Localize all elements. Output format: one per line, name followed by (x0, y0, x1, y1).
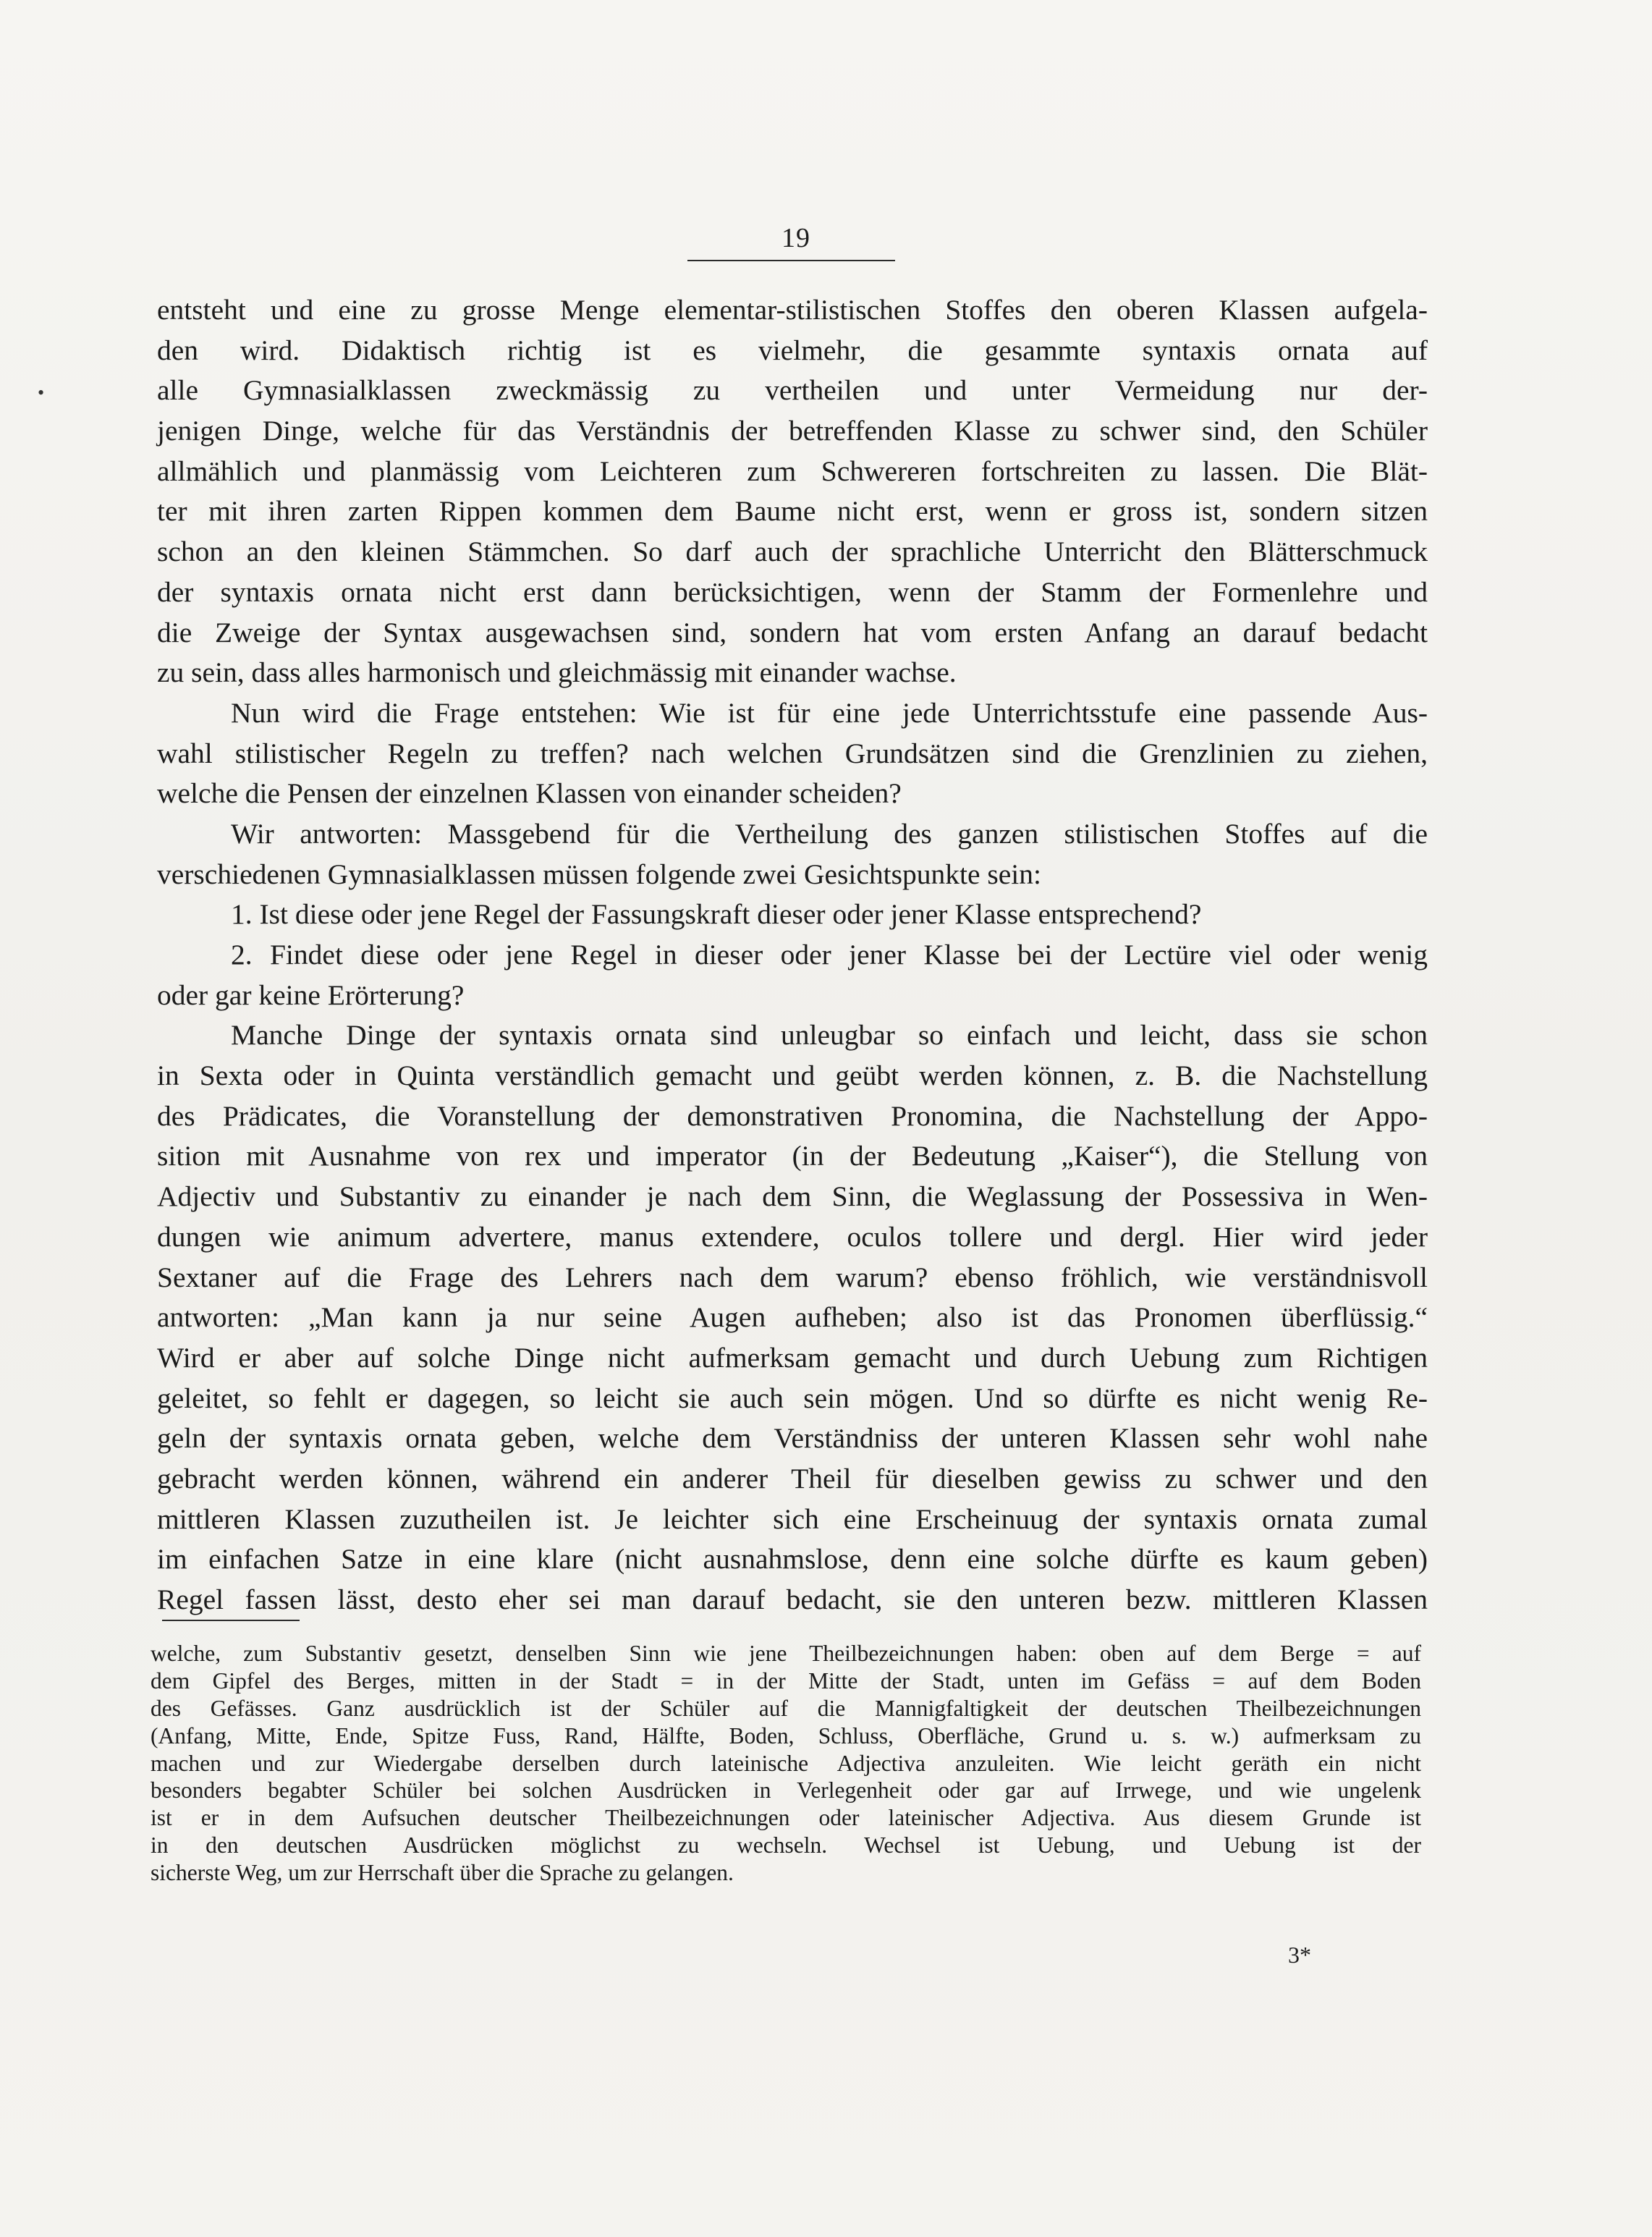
body-line: Sextaner auf die Frage des Lehrers nach dem warum? ebenso fröhlich, wie verständnisvoll (157, 1261, 1428, 1293)
body-line: geln der syntaxis ornata geben, welche dem Verständniss der unteren Klassen sehr wohl nahe (157, 1422, 1428, 1455)
signature-mark: 3* (1288, 1942, 1311, 1968)
body-line: die Zweige der Syntax ausgewachsen sind, sondern hat vom ersten Anfang an darauf bedacht (157, 616, 1428, 648)
body-line: der syntaxis ornata nicht erst dann berücksichtigen, wenn der Stamm der Formenlehre und (157, 575, 1428, 608)
body-line: ter mit ihren zarten Rippen kommen dem Baume nicht erst, wenn er gross ist, sondern sitzen (157, 495, 1428, 528)
body-line: antworten: „Man kann ja nur seine Augen aufheben; also ist das Pronomen überflüssig.“ (157, 1301, 1428, 1334)
body-line: verschiedenen Gymnasialklassen müssen folgende zwei Gesichtspunkte sein: (157, 858, 1041, 890)
body-line: Wird er aber auf solche Dinge nicht aufmerksam gemacht und durch Uebung zum Richtigen (157, 1341, 1428, 1374)
body-line: wahl stilistischer Regeln zu treffen? nach welchen Grundsätzen sind die Grenzlinien zu ziehen, (157, 737, 1428, 769)
footnote-line: besonders begabter Schüler bei solchen Ausdrücken in Verlegenheit oder gar auf Irrwege, und wie ungelenk (151, 1777, 1421, 1803)
body-line: jenigen Dinge, welche für das Verständnis der betreffenden Klasse zu schwer sind, den Schüler (157, 415, 1428, 447)
footnote-line: machen und zur Wiedergabe derselben durch lateinische Adjectiva anzuleiten. Wie leicht geräth ein nicht (151, 1750, 1421, 1776)
body-line: oder gar keine Erörterung? (157, 978, 465, 1011)
body-line: Adjectiv und Substantiv zu einander je nach dem Sinn, die Weglassung der Possessiva in Wen- (157, 1180, 1428, 1213)
footnote-line: des Gefässes. Ganz ausdrücklich ist der Schüler auf die Mannigfaltigkeit der deutschen Theilbezeichnungen (151, 1695, 1421, 1721)
body-line: gebracht werden können, während ein anderer Theil für dieselben gewiss zu schwer und den (157, 1462, 1428, 1494)
body-line: entsteht und eine zu grosse Menge elementar-stilistischen Stoffes den oberen Klassen aufgela- (157, 294, 1428, 326)
body-line: Manche Dinge der syntaxis ornata sind unleugbar so einfach und leicht, dass sie schon (231, 1019, 1428, 1052)
body-line: sition mit Ausnahme von rex und imperator (in der Bedeutung „Kaiser“), die Stellung von (157, 1140, 1428, 1172)
header-rule (687, 260, 895, 261)
body-line: 1. Ist diese oder jene Regel der Fassungskraft dieser oder jener Klasse entsprechend? (231, 898, 1202, 931)
footnote-line: welche, zum Substantiv gesetzt, denselben Sinn wie jene Theilbezeichnungen haben: oben auf dem Berge = auf (151, 1641, 1421, 1666)
footnote-rule (162, 1620, 300, 1621)
footnote-line: sicherste Weg, um zur Herrschaft über die Sprache zu gelangen. (151, 1860, 734, 1886)
body-line: alle Gymnasialklassen zweckmässig zu vertheilen und unter Vermeidung nur der- (157, 374, 1428, 407)
body-line: dungen wie animum advertere, manus extendere, oculos tollere und dergl. Hier wird jeder (157, 1220, 1428, 1253)
footnote-line: ist er in dem Aufsuchen deutscher Theilbezeichnungen oder lateinischer Adjectiva. Aus diesem Grunde ist (151, 1805, 1421, 1831)
body-line: Nun wird die Frage entstehen: Wie ist für eine jede Unterrichtsstufe eine passende Aus- (231, 696, 1428, 729)
body-line: 2. Findet diese oder jene Regel in dieser oder jener Klasse bei der Lectüre viel oder wenig (231, 939, 1428, 971)
margin-mark: • (38, 382, 45, 403)
body-line: Wir antworten: Massgebend für die Vertheilung des ganzen stilistischen Stoffes auf die (231, 817, 1428, 850)
body-line: mittleren Klassen zuzutheilen ist. Je leichter sich eine Erscheinuug der syntaxis ornata zumal (157, 1502, 1428, 1535)
page-number: 19 (781, 223, 810, 253)
body-text (157, 290, 1428, 1620)
footnote (151, 1640, 1421, 1887)
body-line: im einfachen Satze in eine klare (nicht ausnahmslose, denn eine solche dürfte es kaum geben) (157, 1543, 1428, 1576)
body-line: welche die Pensen der einzelnen Klassen von einander scheiden? (157, 777, 902, 810)
body-line: den wird. Didaktisch richtig ist es vielmehr, die gesammte syntaxis ornata auf (157, 334, 1428, 366)
body-line: zu sein, dass alles harmonisch und gleichmässig mit einander wachse. (157, 656, 957, 689)
body-line: des Prädicates, die Voranstellung der demonstrativen Pronomina, die Nachstellung der Appo- (157, 1099, 1428, 1132)
footnote-line: (Anfang, Mitte, Ende, Spitze Fuss, Rand, Hälfte, Boden, Schluss, Oberfläche, Grund u. s. w.) aufmerksam zu (151, 1722, 1421, 1748)
footnote-line: in den deutschen Ausdrücken möglichst zu wechseln. Wechsel ist Uebung, und Uebung ist der (151, 1832, 1421, 1858)
footnote-line: dem Gipfel des Berges, mitten in der Stadt = in der Mitte der Stadt, unten im Gefäss = auf dem Boden (151, 1667, 1421, 1693)
body-line: Regel fassen lässt, desto eher sei man darauf bedacht, sie den unteren bezw. mittleren Klassen (157, 1583, 1428, 1615)
body-line: allmählich und planmässig vom Leichteren zum Schwereren fortschreiten zu lassen. Die Blät- (157, 454, 1428, 487)
body-line: schon an den kleinen Stämmchen. So darf auch der sprachliche Unterricht den Blätterschmuck (157, 536, 1428, 568)
body-line: geleitet, so fehlt er dagegen, so leicht sie auch sein mögen. Und so dürfte es nicht wenig Re- (157, 1382, 1428, 1414)
body-line: in Sexta oder in Quinta verständlich gemacht und geübt werden können, z. B. die Nachstellung (157, 1060, 1428, 1092)
